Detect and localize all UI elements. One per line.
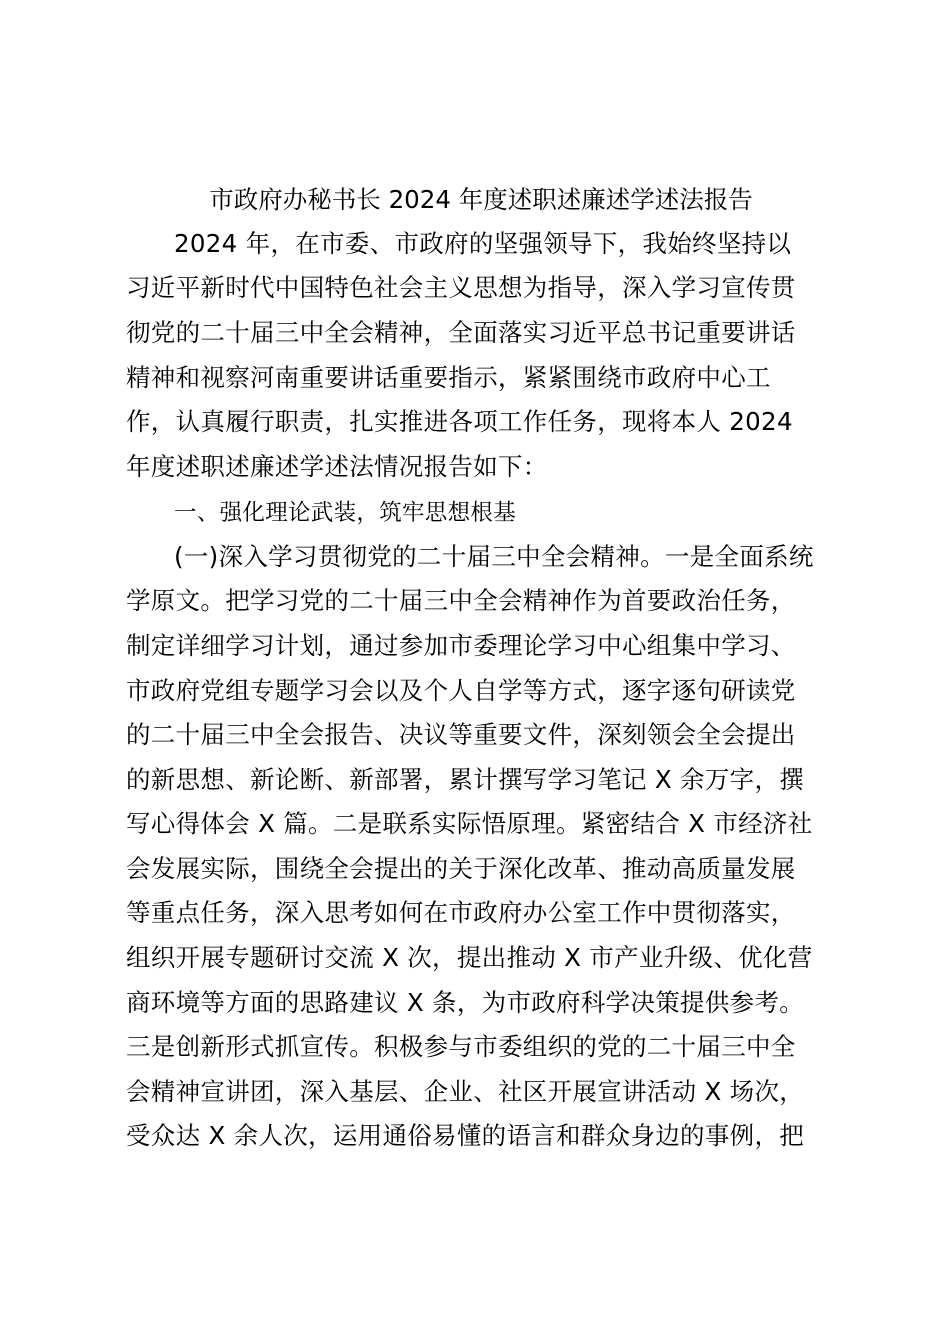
body-line: 的新思想、新论断、新部署，累计撰写学习笔记 X 余万字，撰 — [126, 765, 805, 794]
intro-line: 习近平新时代中国特色社会主义思想为指导，深入学习宣传贯 — [126, 273, 796, 302]
section-heading: 一、强化理论武装，筑牢思想根基 — [174, 500, 517, 526]
body-line: 写心得体会 X 篇。二是联系实际悟原理。紧密结合 X 市经济社 — [126, 809, 813, 838]
body-line: 等重点任务，深入思考如何在市政府办公室工作中贯彻落实， — [126, 898, 796, 927]
intro-line: 2024 年，在市委、市政府的坚强领导下，我始终坚持以 — [174, 229, 792, 258]
body-line: 会发展实际，围绕全会提出的关于深化改革、推动高质量发展 — [126, 854, 796, 883]
body-line: 制定详细学习计划，通过参加市委理论学习中心组集中学习、 — [126, 631, 796, 660]
intro-line: 精神和视察河南重要讲话重要指示，紧紧围绕市政府中心工 — [126, 363, 771, 392]
body-line: 受众达 X 余人次，运用通俗易懂的语言和群众身边的事例，把 — [126, 1121, 805, 1150]
intro-line: 作，认真履行职责，扎实推进各项工作任务，现将本人 2024 — [126, 407, 793, 436]
body-line: 市政府党组专题学习会以及个人自学等方式，逐字逐句研读党 — [126, 676, 796, 705]
intro-line: 年度述职述廉述学述法情况报告如下： — [126, 452, 548, 481]
intro-line: 彻党的二十届三中全会精神，全面落实习近平总书记重要讲话 — [126, 318, 796, 347]
body-line: 商环境等方面的思路建议 X 条，为市政府科学决策提供参考。 — [126, 988, 805, 1017]
body-line: (一)深入学习贯彻党的二十届三中全会精神。一是全面系统 — [174, 542, 814, 571]
body-line: 三是创新形式抓宣传。积极参与市委组织的党的二十届三中全 — [126, 1032, 796, 1061]
body-line: 的二十届三中全会报告、决议等重要文件，深刻领会全会提出 — [126, 720, 796, 749]
document-title: 市政府办秘书长 2024 年度述职述廉述学述法报告 — [209, 185, 753, 214]
body-line: 学原文。把学习党的二十届三中全会精神作为首要政治任务， — [126, 586, 796, 615]
body-line: 会精神宣讲团，深入基层、企业、社区开展宣讲活动 X 场次， — [126, 1077, 805, 1106]
body-line: 组织开展专题研讨交流 X 次，提出推动 X 市产业升级、优化营 — [126, 943, 813, 972]
